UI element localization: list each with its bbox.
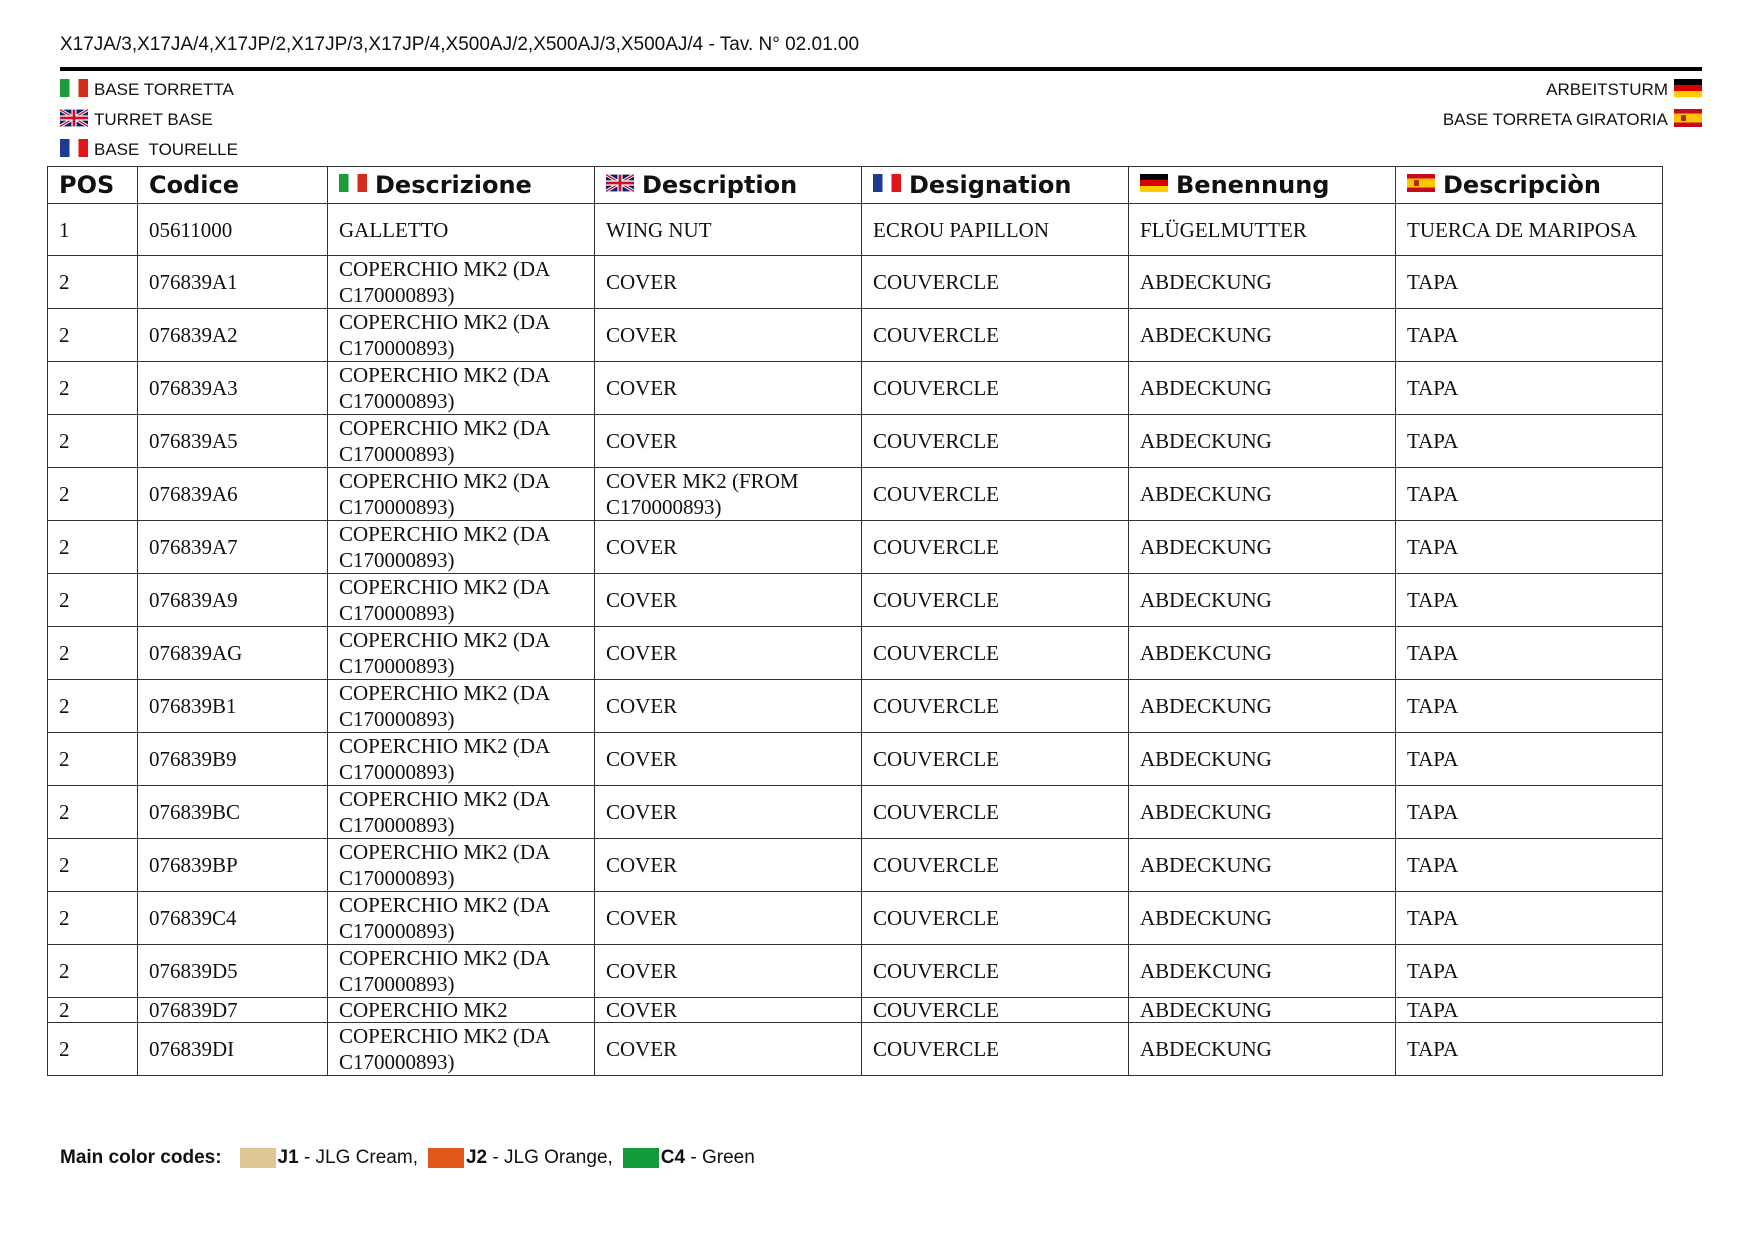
cell-italian: COPERCHIO MK2 (DA C170000893) — [328, 627, 595, 680]
language-title-label: BASE TORRETTA — [94, 80, 234, 99]
language-titles-right — [1443, 75, 1702, 135]
legend-label: - JLG Cream, — [298, 1147, 418, 1168]
column-header-english — [595, 167, 862, 204]
table-row — [48, 892, 1663, 945]
cell-german: ABDECKUNG — [1129, 468, 1396, 521]
cell-english: COVER — [595, 892, 862, 945]
table-header-row — [48, 167, 1663, 204]
cell-french: COUVERCLE — [862, 574, 1129, 627]
cell-pos: 2 — [48, 521, 138, 574]
spain-flag-icon — [1407, 174, 1435, 192]
cell-spanish: TAPA — [1396, 1023, 1663, 1076]
table-row — [48, 309, 1663, 362]
cell-french: COUVERCLE — [862, 680, 1129, 733]
language-title-spanish — [1443, 105, 1702, 135]
cell-code: 076839A7 — [138, 521, 328, 574]
cell-italian: COPERCHIO MK2 (DA C170000893) — [328, 468, 595, 521]
uk-flag-icon — [60, 109, 88, 127]
france-flag-icon — [873, 174, 901, 192]
cell-german: ABDECKUNG — [1129, 786, 1396, 839]
cell-code: 076839A9 — [138, 574, 328, 627]
table-row — [48, 627, 1663, 680]
cell-code: 076839B1 — [138, 680, 328, 733]
cell-italian: COPERCHIO MK2 (DA C170000893) — [328, 892, 595, 945]
legend-code: J1 — [277, 1147, 299, 1168]
column-header-label: Description — [642, 171, 798, 199]
cell-spanish: TAPA — [1396, 362, 1663, 415]
language-title-label: TURRET BASE — [94, 110, 213, 129]
cell-spanish: TAPA — [1396, 415, 1663, 468]
cell-german: ABDEKCUNG — [1129, 945, 1396, 998]
column-header-spanish — [1396, 167, 1663, 204]
cell-spanish: TAPA — [1396, 839, 1663, 892]
cell-french: COUVERCLE — [862, 362, 1129, 415]
cell-german: ABDECKUNG — [1129, 892, 1396, 945]
cell-pos: 2 — [48, 256, 138, 309]
germany-flag-icon — [1140, 174, 1168, 192]
cell-german: ABDECKUNG — [1129, 309, 1396, 362]
cell-pos: 2 — [48, 680, 138, 733]
cell-pos: 2 — [48, 309, 138, 362]
column-header-label: Descripciòn — [1443, 171, 1601, 199]
cell-italian: COPERCHIO MK2 (DA C170000893) — [328, 256, 595, 309]
table-row — [48, 362, 1663, 415]
cell-code: 076839DI — [138, 1023, 328, 1076]
cell-pos: 2 — [48, 945, 138, 998]
table-row — [48, 256, 1663, 309]
cell-english: COVER — [595, 415, 862, 468]
cell-french: COUVERCLE — [862, 415, 1129, 468]
cell-code: 076839A1 — [138, 256, 328, 309]
cell-spanish: TAPA — [1396, 945, 1663, 998]
cell-pos: 2 — [48, 839, 138, 892]
cell-spanish: TAPA — [1396, 998, 1663, 1023]
table-row — [48, 680, 1663, 733]
table-row — [48, 204, 1663, 256]
cell-code: 076839A3 — [138, 362, 328, 415]
cell-italian: COPERCHIO MK2 — [328, 998, 595, 1023]
cell-italian: COPERCHIO MK2 (DA C170000893) — [328, 839, 595, 892]
cell-english: COVER — [595, 998, 862, 1023]
table-row — [48, 945, 1663, 998]
cell-english: COVER — [595, 680, 862, 733]
cell-pos: 2 — [48, 415, 138, 468]
cell-spanish: TAPA — [1396, 309, 1663, 362]
cell-german: ABDECKUNG — [1129, 362, 1396, 415]
cell-italian: COPERCHIO MK2 (DA C170000893) — [328, 521, 595, 574]
legend-item-c4 — [661, 1147, 755, 1169]
document-title: X17JA/3,X17JA/4,X17JP/2,X17JP/3,X17JP/4,X500AJ/2,X500AJ/3,X500AJ/4 - Tav. N° 02.01.00 — [60, 34, 860, 55]
cell-spanish: TAPA — [1396, 574, 1663, 627]
title-divider — [60, 67, 1702, 71]
table-row — [48, 468, 1663, 521]
cell-spanish: TAPA — [1396, 521, 1663, 574]
france-flag-icon — [60, 139, 88, 157]
color-swatch-c4 — [623, 1148, 659, 1168]
cell-code: 05611000 — [138, 204, 328, 256]
cell-english: COVER — [595, 839, 862, 892]
column-header-french — [862, 167, 1129, 204]
color-code-legend — [60, 1147, 765, 1169]
language-title-label: ARBEITSTURM — [1546, 80, 1668, 99]
cell-english: COVER — [595, 945, 862, 998]
cell-english: COVER — [595, 627, 862, 680]
cell-code: 076839A5 — [138, 415, 328, 468]
legend-item-j2 — [466, 1147, 613, 1169]
cell-pos: 1 — [48, 204, 138, 256]
cell-spanish: TAPA — [1396, 733, 1663, 786]
cell-spanish: TAPA — [1396, 786, 1663, 839]
cell-french: COUVERCLE — [862, 945, 1129, 998]
language-title-label: BASE TORRETA GIRATORIA — [1442, 110, 1668, 129]
language-title-german — [1443, 75, 1702, 105]
table-row — [48, 839, 1663, 892]
cell-german: ABDECKUNG — [1129, 998, 1396, 1023]
color-swatch-j1 — [240, 1148, 276, 1168]
legend-title: Main color codes: — [60, 1147, 222, 1168]
cell-german: ABDECKUNG — [1129, 415, 1396, 468]
germany-flag-icon — [1674, 79, 1702, 97]
cell-code: 076839A6 — [138, 468, 328, 521]
cell-italian: COPERCHIO MK2 (DA C170000893) — [328, 362, 595, 415]
language-title-label: BASE TOURELLE — [94, 140, 238, 159]
spain-flag-icon — [1674, 109, 1702, 127]
cell-pos: 2 — [48, 468, 138, 521]
cell-code: 076839BC — [138, 786, 328, 839]
cell-code: 076839A2 — [138, 309, 328, 362]
column-header-italian — [328, 167, 595, 204]
cell-german: ABDECKUNG — [1129, 1023, 1396, 1076]
cell-german: ABDECKUNG — [1129, 839, 1396, 892]
legend-code: C4 — [660, 1147, 686, 1168]
cell-pos: 2 — [48, 574, 138, 627]
table-row — [48, 415, 1663, 468]
cell-english: COVER — [595, 256, 862, 309]
cell-french: ECROU PAPILLON — [862, 204, 1129, 256]
language-title-english — [60, 105, 238, 135]
cell-french: COUVERCLE — [862, 309, 1129, 362]
italy-flag-icon — [339, 174, 367, 192]
cell-italian: COPERCHIO MK2 (DA C170000893) — [328, 574, 595, 627]
color-swatch-j2 — [428, 1148, 464, 1168]
cell-french: COUVERCLE — [862, 256, 1129, 309]
cell-french: COUVERCLE — [862, 521, 1129, 574]
cell-italian: COPERCHIO MK2 (DA C170000893) — [328, 945, 595, 998]
cell-french: COUVERCLE — [862, 786, 1129, 839]
cell-code: 076839B9 — [138, 733, 328, 786]
table-row — [48, 786, 1663, 839]
legend-code: J2 — [465, 1147, 488, 1168]
column-header-german — [1129, 167, 1396, 204]
cell-pos: 2 — [48, 892, 138, 945]
legend-label: - JLG Orange, — [487, 1147, 613, 1168]
cell-pos: 2 — [48, 627, 138, 680]
column-header-label: Designation — [909, 171, 1072, 199]
italy-flag-icon — [60, 79, 88, 97]
cell-italian: COPERCHIO MK2 (DA C170000893) — [328, 680, 595, 733]
cell-english: COVER — [595, 309, 862, 362]
legend-label: - Green — [685, 1147, 755, 1168]
cell-pos: 2 — [48, 362, 138, 415]
cell-french: COUVERCLE — [862, 839, 1129, 892]
cell-german: ABDECKUNG — [1129, 733, 1396, 786]
cell-french: COUVERCLE — [862, 627, 1129, 680]
column-header-label: Benennung — [1176, 171, 1330, 199]
cell-spanish: TAPA — [1396, 892, 1663, 945]
cell-german: ABDECKUNG — [1129, 574, 1396, 627]
cell-german: ABDECKUNG — [1129, 256, 1396, 309]
table-row — [48, 574, 1663, 627]
cell-german: ABDECKUNG — [1129, 521, 1396, 574]
cell-code: 076839AG — [138, 627, 328, 680]
cell-english: COVER MK2 (FROM C170000893) — [595, 468, 862, 521]
cell-italian: COPERCHIO MK2 (DA C170000893) — [328, 309, 595, 362]
table-row — [48, 733, 1663, 786]
cell-french: COUVERCLE — [862, 733, 1129, 786]
cell-english: COVER — [595, 786, 862, 839]
cell-spanish: TUERCA DE MARIPOSA — [1396, 204, 1663, 256]
column-header-label: Descrizione — [375, 171, 532, 199]
cell-german: FLÜGELMUTTER — [1129, 204, 1396, 256]
cell-spanish: TAPA — [1396, 256, 1663, 309]
cell-italian: GALLETTO — [328, 204, 595, 256]
cell-pos: 2 — [48, 1023, 138, 1076]
cell-italian: COPERCHIO MK2 (DA C170000893) — [328, 786, 595, 839]
cell-pos: 2 — [48, 733, 138, 786]
cell-code: 076839C4 — [138, 892, 328, 945]
cell-german: ABDECKUNG — [1129, 680, 1396, 733]
cell-pos: 2 — [48, 786, 138, 839]
cell-italian: COPERCHIO MK2 (DA C170000893) — [328, 415, 595, 468]
table-row — [48, 998, 1663, 1023]
cell-code: 076839BP — [138, 839, 328, 892]
cell-english: COVER — [595, 574, 862, 627]
parts-table — [47, 166, 1663, 1076]
language-title-italian — [60, 75, 238, 105]
cell-english: COVER — [595, 733, 862, 786]
cell-spanish: TAPA — [1396, 627, 1663, 680]
cell-code: 076839D7 — [138, 998, 328, 1023]
cell-pos: 2 — [48, 998, 138, 1023]
cell-english: COVER — [595, 1023, 862, 1076]
cell-code: 076839D5 — [138, 945, 328, 998]
cell-french: COUVERCLE — [862, 892, 1129, 945]
cell-english: COVER — [595, 521, 862, 574]
cell-french: COUVERCLE — [862, 998, 1129, 1023]
table-row — [48, 521, 1663, 574]
cell-italian: COPERCHIO MK2 (DA C170000893) — [328, 733, 595, 786]
cell-spanish: TAPA — [1396, 680, 1663, 733]
cell-english: COVER — [595, 362, 862, 415]
column-header-code: Codice — [138, 167, 328, 204]
legend-item-j1 — [278, 1147, 418, 1169]
cell-french: COUVERCLE — [862, 468, 1129, 521]
cell-spanish: TAPA — [1396, 468, 1663, 521]
language-title-french — [60, 135, 238, 165]
column-header-pos: POS — [48, 167, 138, 204]
cell-italian: COPERCHIO MK2 (DA C170000893) — [328, 1023, 595, 1076]
cell-french: COUVERCLE — [862, 1023, 1129, 1076]
cell-english: WING NUT — [595, 204, 862, 256]
table-row — [48, 1023, 1663, 1076]
language-titles-left — [60, 75, 238, 165]
cell-german: ABDEKCUNG — [1129, 627, 1396, 680]
uk-flag-icon — [606, 174, 634, 192]
